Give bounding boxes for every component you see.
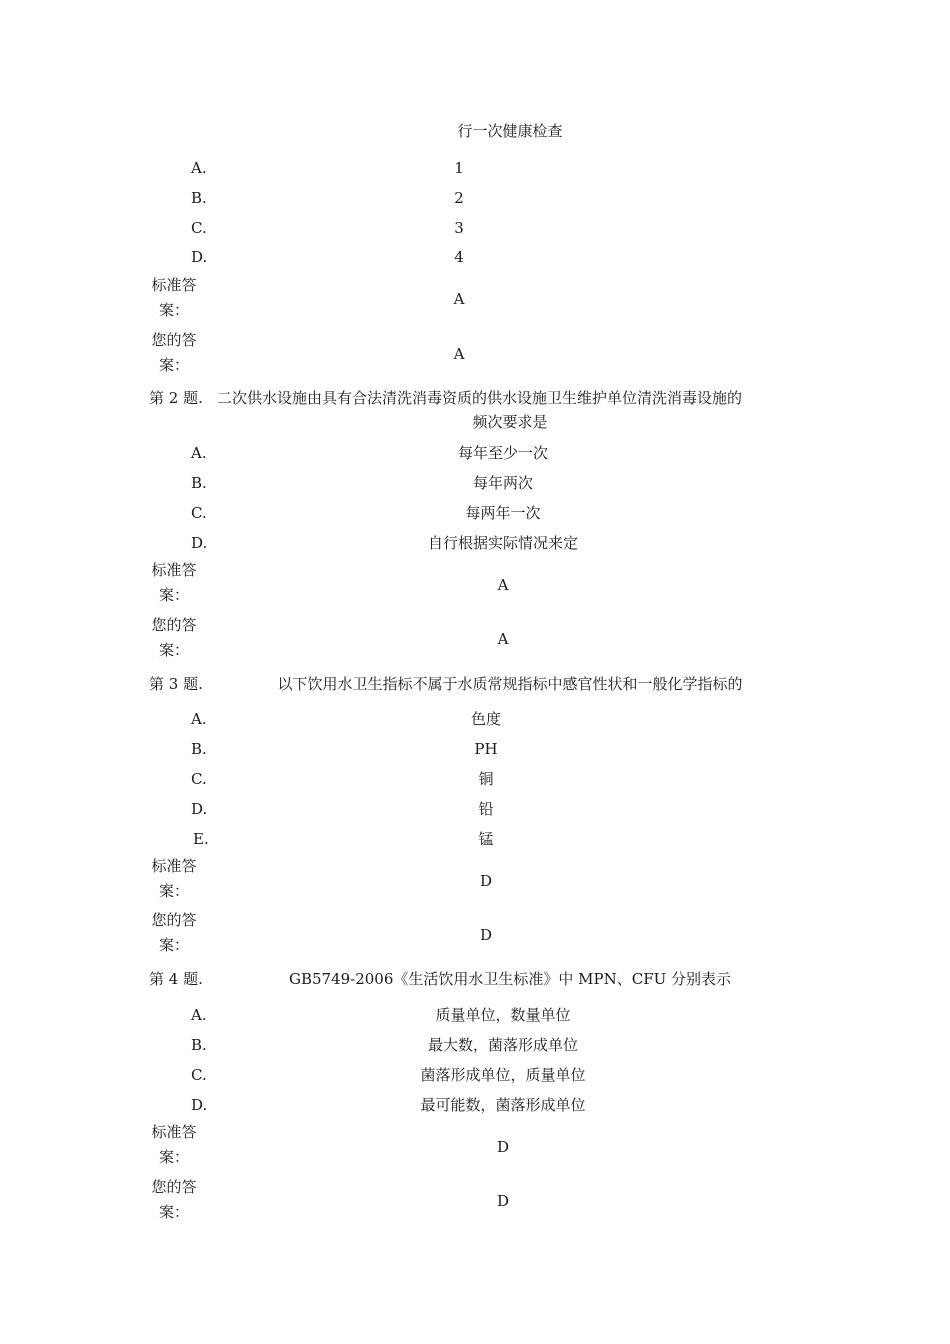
q4-your-answer-label: 您的答案： xyxy=(151,1178,197,1221)
q1-option-c-letter: C. xyxy=(191,219,207,237)
q2-option-a-text: 每年至少一次 xyxy=(457,444,549,462)
q2-your-answer-label: 您的答案： xyxy=(151,616,197,659)
q3-standard-answer-label: 标准答案： xyxy=(151,857,197,900)
q3-option-a-text: 色度 xyxy=(470,710,502,728)
q1-option-a-letter: A. xyxy=(191,159,207,177)
q2-your-answer-value: A xyxy=(497,630,509,648)
q3-option-c-text: 铜 xyxy=(478,770,494,788)
q4-option-a-text: 质量单位，数量单位 xyxy=(435,1006,571,1024)
q4-option-b-letter: B. xyxy=(191,1036,207,1054)
q4-standard-answer-value: D xyxy=(496,1138,510,1156)
q1-standard-answer-value: A xyxy=(453,290,465,308)
q4-number: 第 4 题. xyxy=(149,970,203,988)
q2-stem-line2: 频次要求是 xyxy=(472,413,548,431)
q2-stem-line1: 二次供水设施由具有合法清洗消毒资质的供水设施卫生维护单位清洗消毒设施的 xyxy=(217,389,743,407)
q3-number: 第 3 题. xyxy=(149,675,203,693)
q4-option-b-text: 最大数，菌落形成单位 xyxy=(427,1036,579,1054)
q1-option-b-letter: B. xyxy=(191,189,207,207)
q3-stem: 以下饮用水卫生指标不属于水质常规指标中感官性状和一般化学指标的 xyxy=(277,675,743,693)
q1-option-d-text: 4 xyxy=(454,248,464,266)
q3-option-c-letter: C. xyxy=(191,770,207,788)
q3-option-d-text: 铅 xyxy=(478,800,494,818)
q4-your-answer-value: D xyxy=(496,1192,510,1210)
q3-option-b-text: PH xyxy=(474,740,498,758)
q2-option-a-letter: A. xyxy=(191,444,207,462)
q4-option-c-letter: C. xyxy=(191,1066,207,1084)
q1-your-answer-value: A xyxy=(453,345,465,363)
q2-option-c-letter: C. xyxy=(191,504,207,522)
q1-stem-tail: 行一次健康检查 xyxy=(457,122,563,140)
q1-option-c-text: 3 xyxy=(454,219,464,237)
q3-standard-answer-value: D xyxy=(479,872,493,890)
q2-option-d-letter: D. xyxy=(191,534,208,552)
q2-option-c-text: 每两年一次 xyxy=(465,504,541,522)
q3-option-e-letter: E. xyxy=(193,830,209,848)
q3-your-answer-value: D xyxy=(479,926,493,944)
q3-your-answer-label: 您的答案： xyxy=(151,911,197,954)
q1-option-a-text: 1 xyxy=(454,159,464,177)
q2-option-b-letter: B. xyxy=(191,474,207,492)
q1-your-answer-label: 您的答案： xyxy=(151,331,197,374)
q1-standard-answer-label: 标准答案： xyxy=(151,276,197,319)
q3-option-e-text: 锰 xyxy=(478,830,494,848)
q2-standard-answer-label: 标准答案： xyxy=(151,561,197,604)
q2-option-d-text: 自行根据实际情况来定 xyxy=(427,534,579,552)
q2-standard-answer-value: A xyxy=(497,576,509,594)
q1-option-d-letter: D. xyxy=(191,248,208,266)
q4-option-a-letter: A. xyxy=(191,1006,207,1024)
q1-option-b-text: 2 xyxy=(454,189,464,207)
q2-option-b-text: 每年两次 xyxy=(472,474,534,492)
q4-option-c-text: 菌落形成单位，质量单位 xyxy=(420,1066,586,1084)
q4-standard-answer-label: 标准答案： xyxy=(151,1123,197,1166)
q4-option-d-letter: D. xyxy=(191,1096,208,1114)
q3-option-d-letter: D. xyxy=(191,800,208,818)
q3-option-b-letter: B. xyxy=(191,740,207,758)
q4-stem: GB5749-2006《生活饮用水卫生标准》中 MPN、CFU 分别表示 xyxy=(288,970,732,988)
q3-option-a-letter: A. xyxy=(191,710,207,728)
q4-option-d-text: 最可能数，菌落形成单位 xyxy=(420,1096,586,1114)
q2-number: 第 2 题. xyxy=(149,389,203,407)
